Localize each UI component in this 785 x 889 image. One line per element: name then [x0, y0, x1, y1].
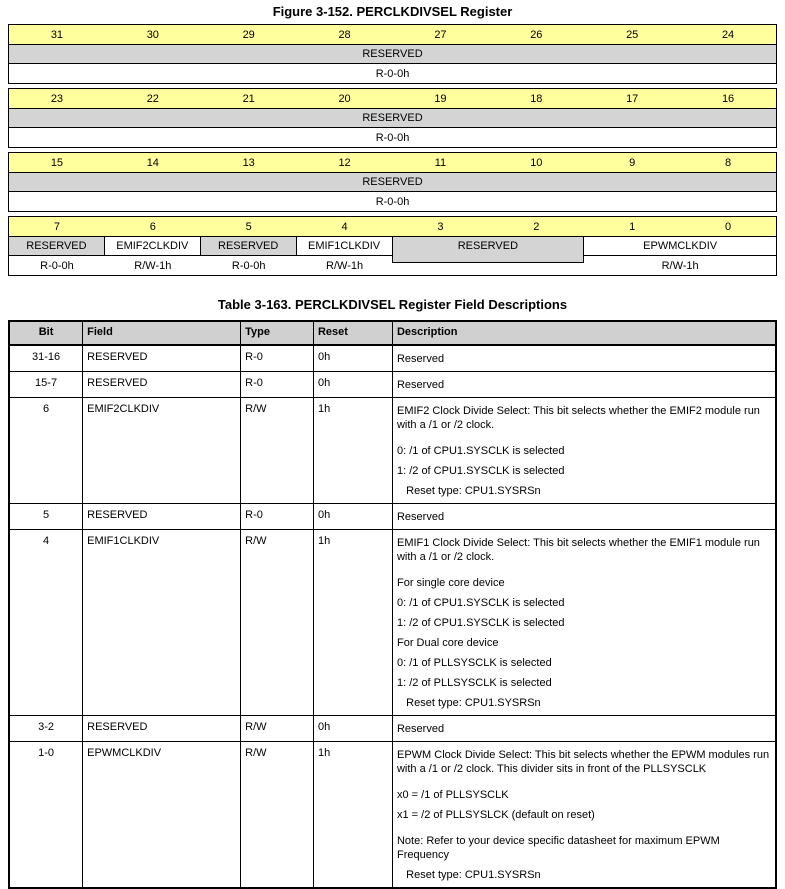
bit-number-cell: 17 — [626, 92, 639, 105]
description-cell — [392, 716, 776, 742]
field-name-cell: EPWMCLKDIV — [584, 237, 776, 255]
type-cell: R/W — [241, 742, 314, 889]
bit-number-cell: 3 — [437, 220, 444, 233]
bit-number-cell: 2 — [533, 220, 540, 233]
description-cell — [392, 345, 776, 372]
bit-group — [8, 216, 777, 276]
description-line: Reserved — [396, 511, 445, 523]
table-row — [9, 504, 776, 530]
column-header: Type — [241, 321, 314, 345]
field-name-cell: EMIF2CLKDIV — [105, 237, 201, 255]
bit-number-cell: 9 — [629, 156, 636, 169]
description-line: EMIF1 Clock Divide Select: This bit selects whether the EMIF1 module run with a /1 or /2 clock. — [396, 537, 763, 563]
reset-value-cell: R/W-1h — [134, 259, 172, 272]
reset-cell: 0h — [313, 372, 392, 398]
bit-number-cell: 24 — [721, 28, 735, 41]
bit-cell: 31-16 — [9, 345, 83, 372]
reset-cell: 1h — [313, 530, 392, 716]
reset-cell: 1h — [313, 398, 392, 504]
field-name-cell: RESERVED — [201, 237, 297, 255]
bit-number-cell: 0 — [725, 220, 732, 233]
description-line: 0: /1 of CPU1.SYSCLK is selected — [396, 445, 565, 457]
field-descriptions-table — [8, 320, 777, 889]
bit-number-row — [9, 25, 776, 45]
description-line: Reserved — [396, 379, 445, 391]
bit-number-cell: 13 — [242, 156, 255, 169]
description-line: EPWM Clock Divide Select: This bit selects whether the EPWM modules run with a /1 or /2 clock. This divider sits in front of the PLLSYSCLK — [396, 749, 773, 775]
table-row — [9, 716, 776, 742]
description-line: For single core device — [396, 577, 505, 589]
bit-cell: 15-7 — [9, 372, 83, 398]
table-row — [9, 372, 776, 398]
reset-value-cell: R-0-0h — [40, 259, 74, 272]
description-cell — [392, 530, 776, 716]
reset-cell: 0h — [313, 716, 392, 742]
bit-group — [8, 24, 777, 84]
type-cell: R/W — [241, 398, 314, 504]
description-line: 1: /2 of CPU1.SYSCLK is selected — [396, 617, 565, 629]
field-cell: RESERVED — [83, 345, 241, 372]
bit-number-cell: 11 — [434, 156, 447, 169]
reset-cell: 0h — [313, 504, 392, 530]
table-row — [9, 345, 776, 372]
bit-number-cell: 15 — [50, 156, 64, 169]
description-line: Reserved — [396, 353, 445, 365]
bit-group — [8, 152, 777, 212]
bit-number-cell: 25 — [626, 28, 639, 41]
description-line: 1: /2 of CPU1.SYSCLK is selected — [396, 465, 565, 477]
bit-number-cell: 21 — [242, 92, 255, 105]
column-header: Reset — [313, 321, 392, 345]
field-name-cell: RESERVED — [393, 237, 585, 255]
bit-cell: 1-0 — [9, 742, 83, 889]
type-cell: R/W — [241, 530, 314, 716]
register-bit-diagram — [8, 24, 777, 276]
reset-value-cell: R-0-0h — [231, 259, 266, 272]
field-name-cell: RESERVED — [9, 109, 776, 127]
bit-number-cell: 26 — [530, 28, 543, 41]
reset-value-cell: R-0-0h — [375, 67, 410, 80]
description-cell — [392, 398, 776, 504]
reset-value-row — [9, 64, 776, 83]
reset-value-row — [9, 192, 776, 211]
field-name-row — [9, 109, 776, 128]
bit-number-cell: 1 — [629, 220, 636, 233]
bit-number-cell: 20 — [338, 92, 351, 105]
description-line: Note: Refer to your device specific datasheet for maximum EPWM Frequency — [396, 835, 723, 861]
table-row — [9, 742, 776, 889]
description-line: Reserved — [396, 723, 445, 735]
type-cell: R-0 — [241, 345, 314, 372]
bit-number-cell: 16 — [721, 92, 735, 105]
table-title: Table 3-163. PERCLKDIVSEL Register Field Descriptions — [217, 297, 568, 312]
description-cell — [392, 372, 776, 398]
bit-number-cell: 10 — [530, 156, 543, 169]
type-cell: R-0 — [241, 372, 314, 398]
reset-value-cell: R/W-1h — [661, 259, 699, 272]
field-cell: RESERVED — [83, 372, 241, 398]
bit-number-cell: 28 — [338, 28, 351, 41]
description-line: x0 = /1 of PLLSYSCLK — [396, 789, 509, 801]
field-name-cell: EMIF1CLKDIV — [297, 237, 393, 255]
description-line: Reset type: CPU1.SYSRSn — [396, 697, 541, 709]
field-cell: RESERVED — [83, 504, 241, 530]
bit-cell: 4 — [9, 530, 83, 716]
description-line: 0: /1 of CPU1.SYSCLK is selected — [396, 597, 565, 609]
column-header: Description — [392, 321, 776, 345]
bit-number-cell: 29 — [242, 28, 255, 41]
bit-number-cell: 18 — [530, 92, 543, 105]
description-line: Reset type: CPU1.SYSRSn — [396, 485, 541, 497]
column-header: Field — [83, 321, 241, 345]
field-name-row — [9, 237, 776, 256]
field-cell: EPWMCLKDIV — [83, 742, 241, 889]
field-name-cell: RESERVED — [9, 237, 105, 255]
type-cell: R/W — [241, 716, 314, 742]
description-line: EMIF2 Clock Divide Select: This bit selects whether the EMIF2 module run with a /1 or /2 clock. — [396, 405, 763, 431]
bit-number-cell: 4 — [341, 220, 348, 233]
figure-title: Figure 3-152. PERCLKDIVSEL Register — [272, 4, 513, 19]
bit-number-cell: 23 — [50, 92, 64, 105]
description-line: 1: /2 of PLLSYSCLK is selected — [396, 677, 552, 689]
bit-group — [8, 88, 777, 148]
bit-number-row — [9, 89, 776, 109]
bit-number-cell: 8 — [725, 156, 732, 169]
table-header-row — [9, 321, 776, 345]
bit-number-cell: 5 — [245, 220, 252, 233]
field-name-row — [9, 45, 776, 64]
reset-value-cell: R-0-0h — [375, 195, 410, 208]
bit-number-cell: 19 — [434, 92, 447, 105]
description-line: Reset type: CPU1.SYSRSn — [396, 869, 541, 881]
bit-number-cell: 12 — [338, 156, 351, 169]
description-cell — [392, 742, 776, 889]
reset-value-cell: R/W-1h — [326, 259, 364, 272]
bit-number-cell: 14 — [146, 156, 159, 169]
table-row — [9, 530, 776, 716]
type-cell: R-0 — [241, 504, 314, 530]
bit-number-cell: 22 — [146, 92, 159, 105]
description-line: 0: /1 of PLLSYSCLK is selected — [396, 657, 552, 669]
description-cell — [392, 504, 776, 530]
reset-value-cell: R-0-0h — [375, 131, 410, 144]
bit-cell: 3-2 — [9, 716, 83, 742]
field-name-row — [9, 173, 776, 192]
description-line: For Dual core device — [396, 637, 499, 649]
field-cell: EMIF2CLKDIV — [83, 398, 241, 504]
bit-number-cell: 30 — [146, 28, 159, 41]
bit-number-cell: 7 — [53, 220, 60, 233]
bit-number-row — [9, 217, 776, 237]
field-name-cell: RESERVED — [9, 45, 776, 63]
field-name-cell: RESERVED — [9, 173, 776, 191]
field-cell: EMIF1CLKDIV — [83, 530, 241, 716]
bit-number-row — [9, 153, 776, 173]
bit-number-cell: 6 — [149, 220, 156, 233]
column-header: Bit — [9, 321, 83, 345]
table-row — [9, 398, 776, 504]
field-cell: RESERVED — [83, 716, 241, 742]
description-line: x1 = /2 of PLLSYSLCK (default on reset) — [396, 809, 595, 821]
reset-cell: 1h — [313, 742, 392, 889]
bit-number-cell: 31 — [50, 28, 64, 41]
bit-cell: 6 — [9, 398, 83, 504]
reset-value-row — [9, 128, 776, 147]
bit-cell: 5 — [9, 504, 83, 530]
reset-cell: 0h — [313, 345, 392, 372]
bit-number-cell: 27 — [434, 28, 447, 41]
